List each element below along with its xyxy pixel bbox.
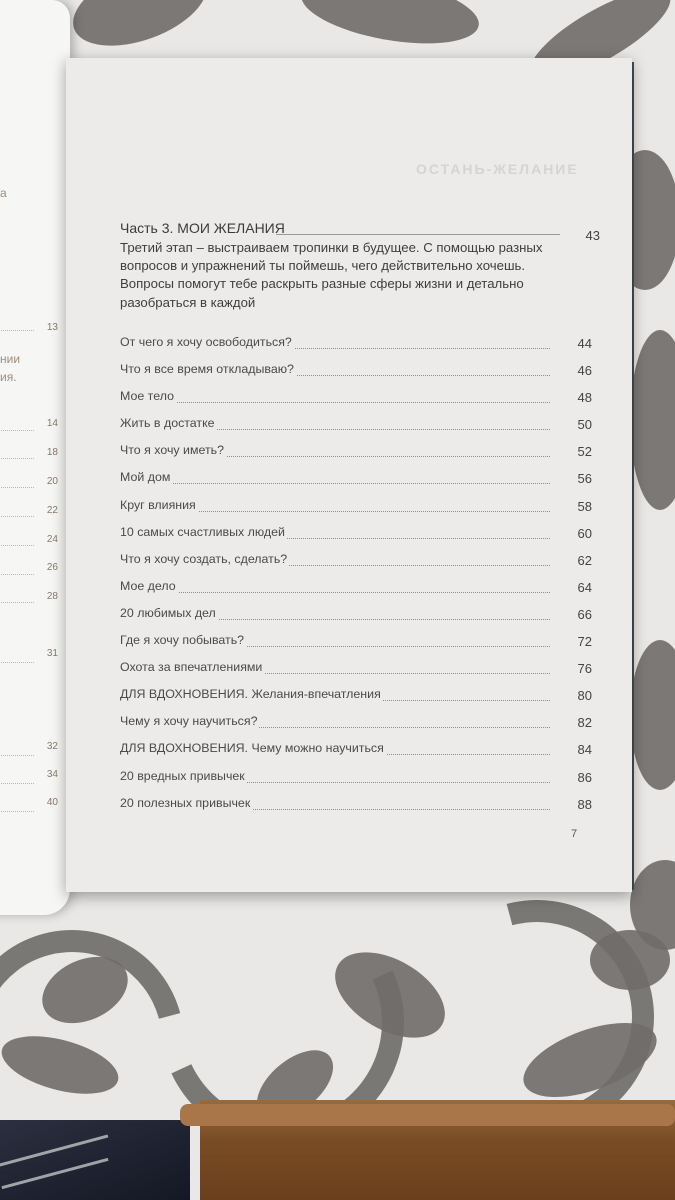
- toc-entry-title: Жить в достатке: [120, 416, 215, 431]
- toc-entry: [120, 469, 592, 496]
- toc-entry-page: 48: [577, 390, 592, 406]
- table-of-contents: [120, 334, 592, 822]
- toc-entry: [120, 686, 592, 713]
- left-page-number: 32: [46, 741, 58, 752]
- left-page-number: 13: [46, 322, 58, 333]
- toc-entry: [120, 361, 592, 388]
- toc-entry-title: Охота за впечатлениями: [120, 660, 263, 675]
- toc-entry: [120, 659, 592, 686]
- wooden-edge: [180, 1104, 675, 1126]
- left-page-number: 28: [46, 591, 58, 602]
- toc-entry-page: 46: [577, 363, 592, 379]
- toc-entry-title: Что я хочу иметь?: [120, 443, 224, 458]
- toc-entry: [120, 605, 592, 632]
- toc-entry-title: Чему я хочу научиться?: [120, 714, 258, 729]
- left-page-number: 18: [46, 447, 58, 458]
- toc-entry: [120, 442, 592, 469]
- toc-entry-title: От чего я хочу освободиться?: [120, 335, 292, 349]
- leader-dots: [120, 592, 550, 593]
- toc-entry-page: 52: [577, 444, 592, 460]
- toc-entry-title: ДЛЯ ВДОХНОВЕНИЯ. Желания-впечатления: [120, 687, 381, 702]
- page-number: 7: [571, 828, 578, 840]
- left-page-number: 31: [46, 648, 58, 659]
- toc-entry-page: 72: [577, 634, 592, 650]
- toc-entry-title: 20 полезных привычек: [120, 795, 251, 810]
- toc-entry-title: Мой дом: [120, 470, 171, 485]
- part-title: Часть 3. МОИ ЖЕЛАНИЯ: [120, 220, 285, 236]
- toc-entry-page: 80: [577, 688, 592, 704]
- toc-entry-title: Круг влияния: [120, 497, 196, 512]
- left-page-number: 20: [46, 476, 58, 487]
- leader-line: [276, 234, 560, 235]
- toc-entry-page: 76: [577, 661, 592, 677]
- toc-entry-page: 50: [577, 417, 592, 433]
- toc-entry-page: 88: [577, 796, 592, 812]
- toc-entry-title: Что я все время откладываю?: [120, 362, 294, 377]
- toc-entry-title: Мое дело: [120, 578, 176, 593]
- toc-entry-page: 64: [577, 579, 592, 595]
- toc-entry-title: Мое тело: [120, 389, 174, 404]
- toc-entry-page: 44: [577, 336, 592, 351]
- part-header: [120, 218, 600, 243]
- left-page-number: 14: [46, 418, 58, 429]
- toc-entry-title: 20 любимых дел: [120, 605, 216, 620]
- toc-entry: [120, 388, 592, 415]
- toc-entry-page: 86: [577, 769, 592, 785]
- book-page: [66, 58, 632, 892]
- left-page-number: 22: [46, 505, 58, 516]
- toc-entry: [120, 795, 592, 822]
- toc-entry-title: 10 самых счастливых людей: [120, 524, 285, 539]
- toc-entry-page: 82: [577, 715, 592, 731]
- left-page: [0, 0, 70, 915]
- toc-entry-title: Где я хочу побывать?: [120, 633, 245, 648]
- left-page-number: 40: [46, 797, 58, 808]
- toc-entry: [120, 415, 592, 442]
- toc-entry-page: 66: [577, 606, 592, 622]
- toc-entry: [120, 524, 592, 551]
- left-fragment: нии: [0, 352, 21, 366]
- left-page-number: 26: [46, 562, 58, 573]
- toc-entry: [120, 713, 592, 740]
- leader-dots: [120, 483, 550, 484]
- toc-entry: [120, 768, 592, 795]
- part-description: Третий этап – выстраиваем тропинки в будущее. С помощью разных вопросов и упражнений ты поймешь, чего действительно хочешь. Вопросы помогут тебе раскрыть разные сферы жизни и детально разобраться в каждой: [120, 240, 543, 310]
- toc-entry-page: 84: [577, 742, 592, 758]
- toc-entry-page: 62: [577, 552, 592, 568]
- left-page-number: 24: [46, 534, 58, 545]
- leader-dots: [120, 402, 550, 403]
- toc-entry: [120, 740, 592, 767]
- left-page-number: 34: [46, 769, 58, 780]
- toc-entry: [120, 578, 592, 605]
- toc-entry-title: 20 вредных привычек: [120, 768, 245, 783]
- toc-entry-title: Что я хочу создать, сделать?: [120, 551, 288, 566]
- ghost-heading: ОСТАНЬ-ЖЕЛАНИЕ: [416, 161, 579, 177]
- part-page-number: 43: [585, 228, 600, 243]
- toc-entry-title: ДЛЯ ВДОХНОВЕНИЯ. Чему можно научиться: [120, 741, 384, 756]
- toc-entry-page: 58: [577, 498, 592, 514]
- toc-entry: [120, 551, 592, 578]
- toc-entry: [120, 334, 592, 361]
- left-fragment: а: [0, 186, 7, 200]
- toc-entry: [120, 632, 592, 659]
- left-fragment: ия.: [0, 370, 17, 384]
- dark-fabric: [0, 1120, 190, 1200]
- toc-entry-page: 56: [577, 471, 592, 487]
- toc-entry: [120, 497, 592, 524]
- toc-entry-page: 60: [577, 525, 592, 541]
